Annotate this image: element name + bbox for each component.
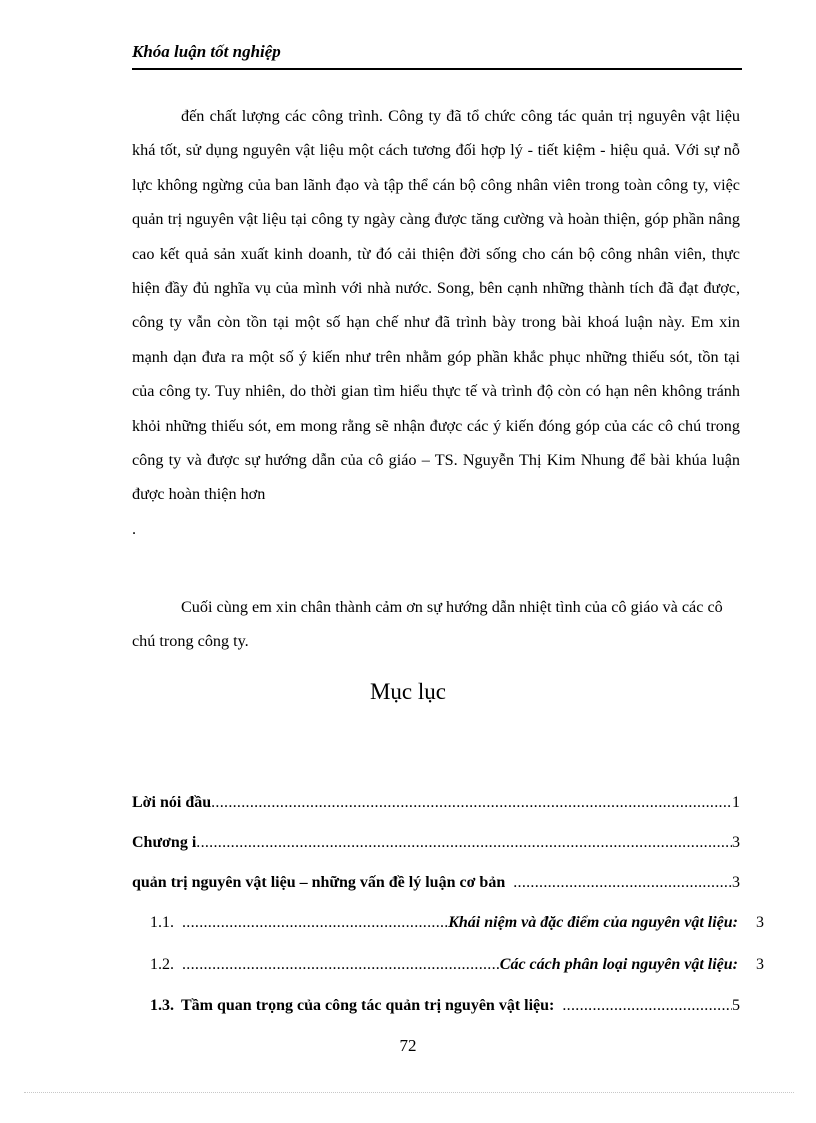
body-paragraph xyxy=(132,99,740,546)
header-divider xyxy=(132,68,742,70)
toc-entry-label: Khái niệm và đặc điểm của nguyên vật liệu: xyxy=(448,914,738,931)
toc-entry-page: 3 xyxy=(732,834,740,851)
toc-leader xyxy=(211,794,732,812)
page-bottom-border xyxy=(24,1092,794,1093)
toc-leader xyxy=(196,834,732,852)
toc-leader xyxy=(182,956,500,974)
toc-entry-label: quản trị nguyên vật liệu – những vấn đề lý luận cơ bản xyxy=(132,874,506,891)
toc-entry[interactable] xyxy=(132,834,740,852)
page-number: 72 xyxy=(399,1036,417,1055)
toc-entry-page: 3 xyxy=(756,914,764,931)
toc-entry[interactable] xyxy=(132,794,740,812)
toc-entry-page: 3 xyxy=(732,874,740,891)
toc-entry-page: 5 xyxy=(732,997,740,1014)
body-paragraph-end: . xyxy=(132,519,137,538)
toc-title: Mục lục xyxy=(369,679,446,704)
toc-entry[interactable] xyxy=(150,956,764,974)
body-paragraph-text: đến chất lượng các công trình. Công ty đã tổ chức công tác quản trị nguyên vật liệu khá tốt, sử dụng nguyên vật liệu một cách tương đối hợp lý - tiết kiệm - hiệu quả. Với sự nỗ lực không ngừng của ban lãnh đạo và tập thể cán bộ công nhân viên trong toàn công ty, việc quản trị nguyên vật liệu tại công ty ngày càng được tăng cường và hoàn thiện, góp phần nâng cao kết quả sản xuất kinh doanh, từ đó cải thiện đời sống cho cán bộ công nhân viên, thực hiện đầy đủ nghĩa vụ của mình với nhà nước. Song, bên cạnh những thành tích đã đạt được, công ty vẫn còn tồn tại một số hạn chế như đã trình bày trong bài khoá luận này. Em xin mạnh dạn đưa ra một số ý kiến như trên nhằm góp phần khắc phục những thiếu sót, tồn tại của công ty. Tuy nhiên, do thời gian tìm hiểu thực tế và trình độ còn có hạn nên không tránh khỏi những thiếu sót, em mong rằng sẽ nhận được các ý kiến đóng góp của các cô chú trong công ty và được sự hướng dẫn của cô giáo – TS. Nguyễn Thị Kim Nhung để bài khúa luận được hoàn thiện hơn xyxy=(132,107,740,504)
toc-entry-label: Tầm quan trọng của công tác quản trị nguyên vật liệu: xyxy=(181,997,555,1014)
toc-entry[interactable] xyxy=(132,874,740,892)
toc-entry-label: Các cách phân loại nguyên vật liệu: xyxy=(499,956,738,973)
toc-entry[interactable] xyxy=(150,997,740,1015)
closing-paragraph: Cuối cùng em xin chân thành cảm ơn sự hướng dẫn nhiệt tình của cô giáo và các cô chú trong công ty. xyxy=(132,598,723,651)
toc-entry-page: 3 xyxy=(756,956,764,973)
toc-entry[interactable] xyxy=(150,914,764,932)
toc-entry-number: 1.3. xyxy=(150,997,174,1014)
toc-entry-label: Lời nói đầu xyxy=(132,794,212,811)
toc-entry-page: 1 xyxy=(732,794,740,811)
toc-leader xyxy=(513,874,732,892)
running-header: Khóa luận tốt nghiệp xyxy=(132,42,281,61)
toc-leader xyxy=(562,997,732,1015)
toc-entry-label: Chương i xyxy=(132,834,197,851)
toc-entry-number: 1.2. xyxy=(150,956,174,973)
toc-leader xyxy=(182,914,448,932)
toc-entry-number: 1.1. xyxy=(150,914,174,931)
